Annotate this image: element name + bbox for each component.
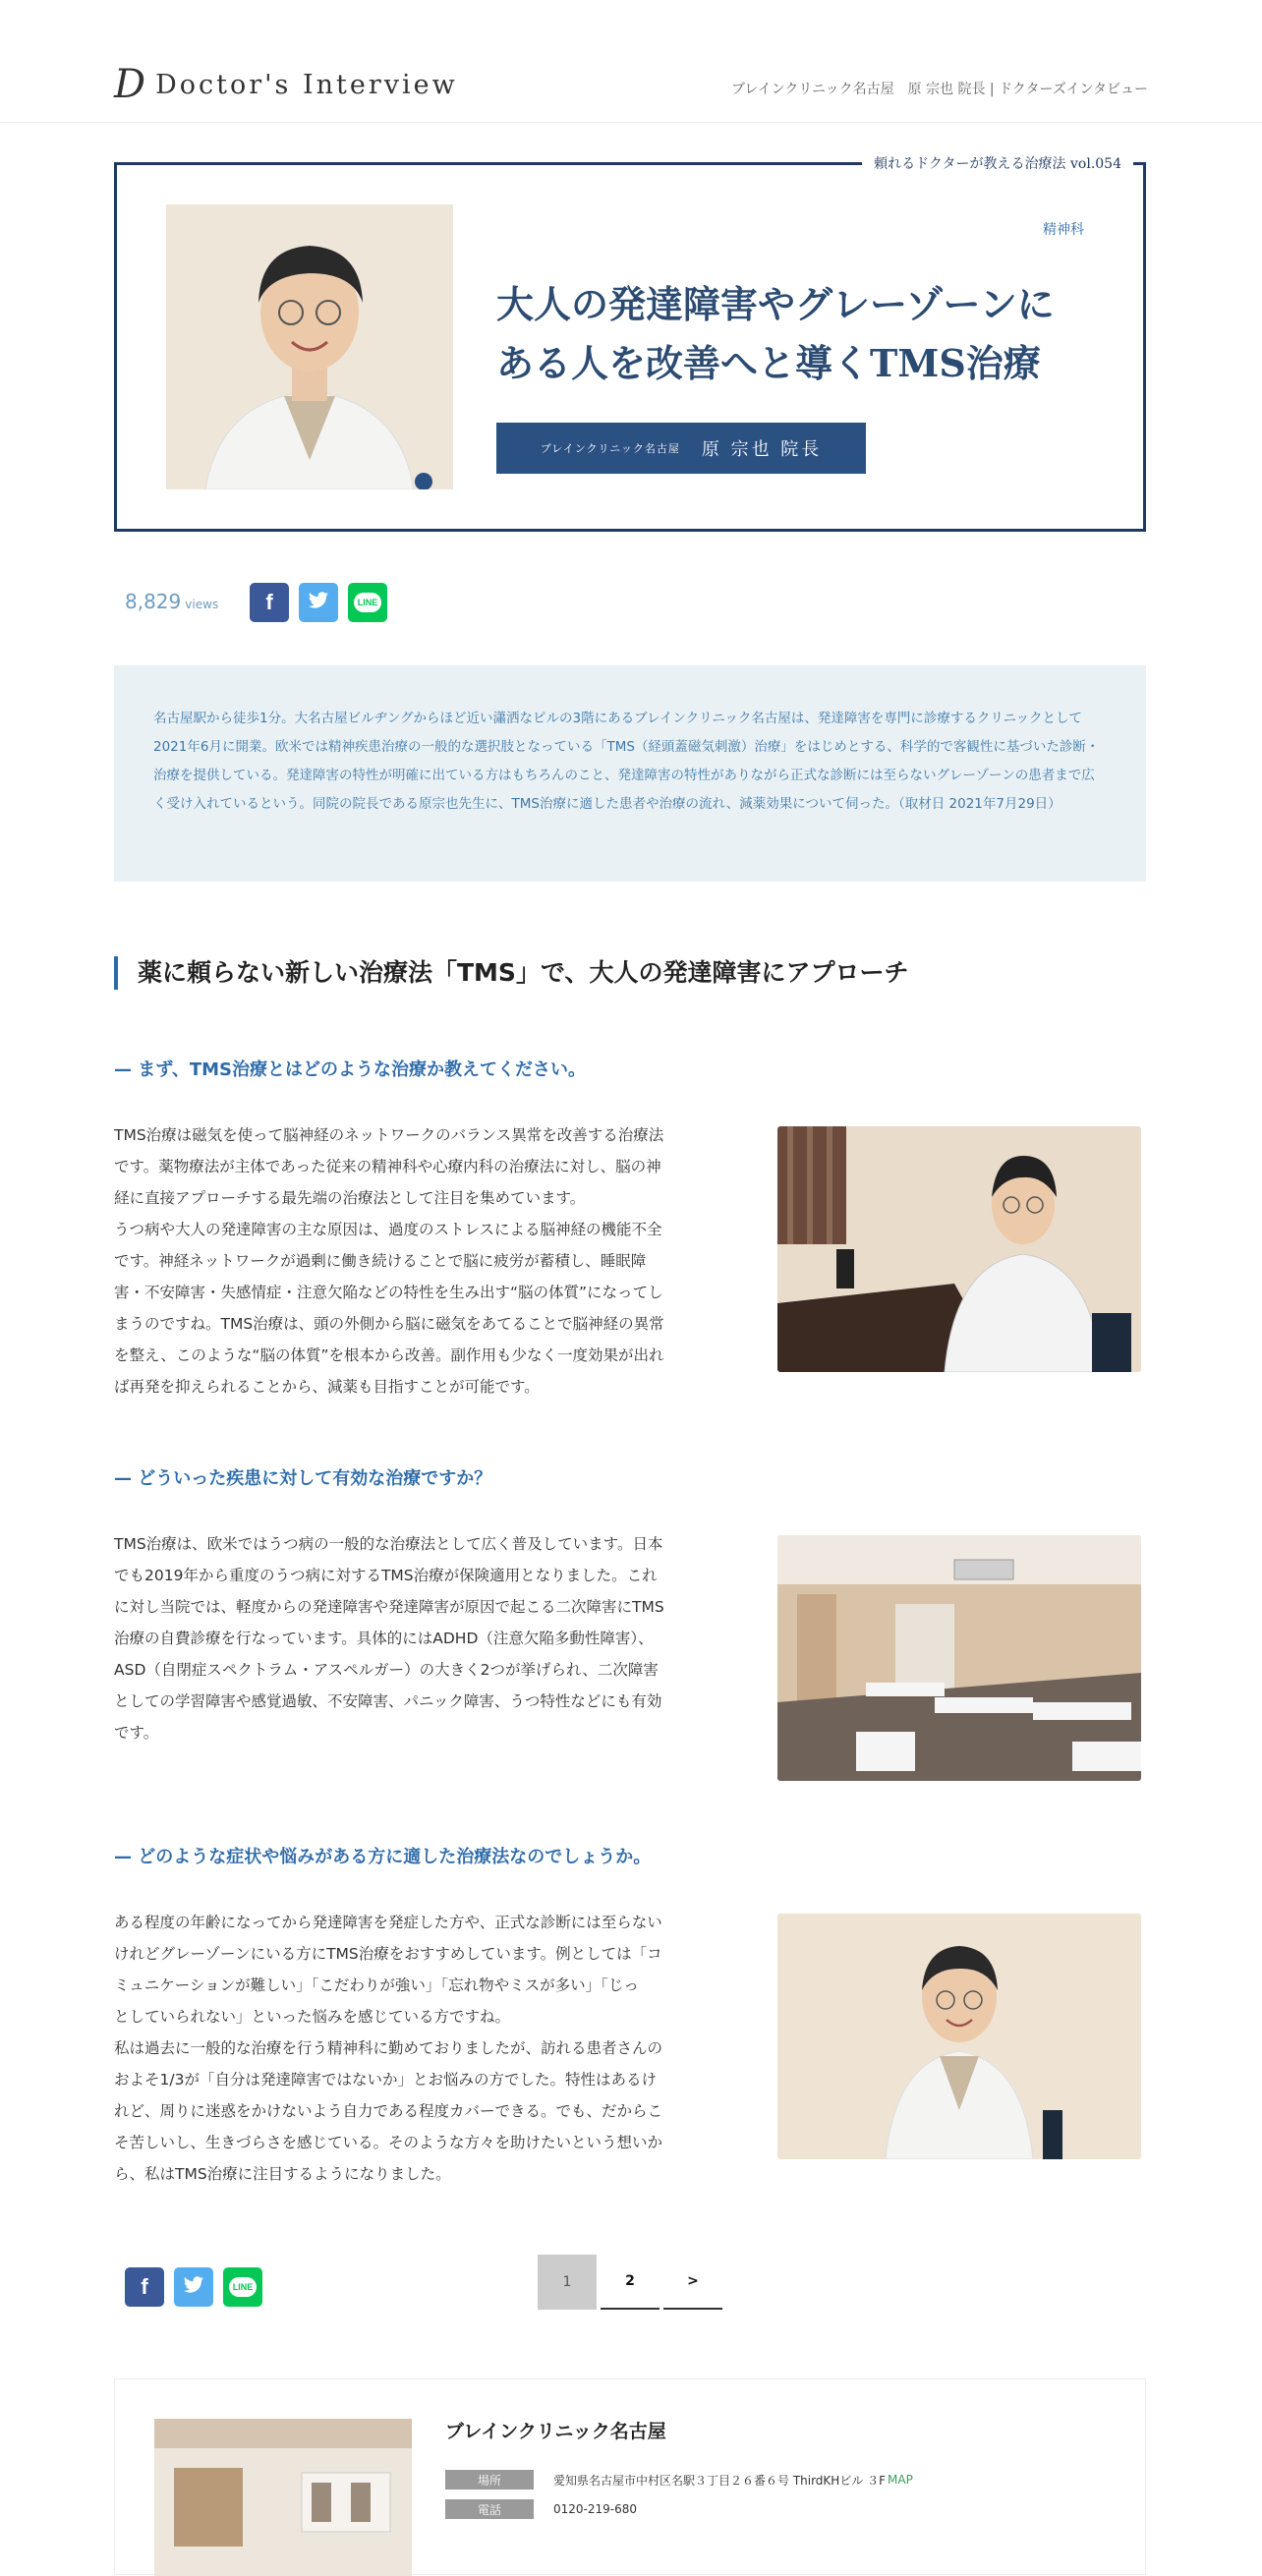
answer-line: そ苦しいし、生きづらさを感じている。そのような方々を助けたいという想いか <box>114 2134 663 2151</box>
line-share-button[interactable] <box>223 2267 262 2307</box>
answer-line: ASD（自閉症スペクトラム・アスペルガー）の大きく2つが挙げられ、二次障害 <box>114 1661 659 1679</box>
section-heading: 薬に頼らない新しい治療法「TMS」で、大人の発達障害にアプローチ <box>114 956 908 990</box>
answer-line: としていられない」といった悩みを感じている方ですね。 <box>114 2008 511 2026</box>
clinic-name: ブレインクリニック名古屋 <box>445 2421 666 2442</box>
logo-text: Doctor's Interview <box>155 69 458 100</box>
doctor-name-plate <box>496 423 866 474</box>
article-lead: 名古屋駅から徒歩1分。大名古屋ビルヂングからほど近い瀟洒なビルの3階にあるブレインクリニック名古屋は、発達障害を専門に診療するクリニックとして2021年6月に開業。欧米では精神疾患治療の一般的な選択肢となっている「TMS（経頭蓋磁気刺激）治療」をはじめとする、科学的で客観性に基づいた診断・治療を提供している。発達障害の特性が明確に出ている方はもちろんのこと、発達障害の特性がありながら正式な診断には至らないグレーゾーンの患者まで広く受け入れているという。同院の院長である原宗也先生に、TMS治療に適した患者や治療の流れ、減薬効果について伺った。（取材日 2021年7月29日） <box>114 665 1146 882</box>
article-title <box>496 275 1106 393</box>
answer-line: です。 <box>114 1724 159 1742</box>
answer-line: 経に直接アプローチする最先端の治療法として注目を集めています。 <box>114 1189 586 1207</box>
share-buttons-bottom <box>125 2267 262 2307</box>
doctor-portrait-photo <box>166 204 453 489</box>
answer-line: を整え、このような“脳の体質”を根本から改善。副作用も少なく一度効果が出れ <box>114 1346 664 1364</box>
answer-line: でも2019年から重度のうつ病に対するTMS治療が保険適用となりました。これ <box>114 1567 658 1584</box>
answer-line: TMS治療は磁気を使って脳神経のネットワークのバランス異常を改善する治療法 <box>114 1126 664 1144</box>
twitter-icon <box>308 592 329 614</box>
logo-mark-icon: D <box>114 62 146 107</box>
answer-line: としての学習障害や感覚過敏、不安障害、パニック障害、うつ特性などにも有効 <box>114 1692 662 1710</box>
doctor-name: 原 宗也 院長 <box>701 439 823 460</box>
answer-3 <box>114 1907 686 2190</box>
view-counter <box>125 590 218 613</box>
answer-line: けれどグレーゾーンにいる方にTMS治療をおすすめしています。例としては「コ <box>114 1945 662 1963</box>
site-logo[interactable] <box>114 63 458 106</box>
site-header <box>0 0 1262 123</box>
clinic-address: 愛知県名古屋市中村区名駅３丁目２６番６号 ThirdKHビル ３F <box>553 2473 887 2488</box>
doctor-smiling-photo <box>777 1914 1141 2159</box>
line-share-button[interactable] <box>348 583 387 622</box>
category-label: 精神科 <box>1043 222 1084 238</box>
title-line-2: ある人を改善へと導くTMS治療 <box>496 341 1041 385</box>
clinic-phone-row <box>445 2499 637 2519</box>
facebook-share-button[interactable] <box>125 2267 164 2307</box>
clinic-info-box <box>114 2378 1146 2575</box>
title-line-1: 大人の発達障害やグレーゾーンに <box>496 282 1055 326</box>
answer-line: 私は過去に一般的な治療を行う精神科に勤めておりましたが、訪れる患者さんの <box>114 2039 663 2057</box>
facebook-icon: f <box>265 590 273 614</box>
answer-1 <box>114 1119 686 1402</box>
answer-line: ある程度の年齢になってから発達障害を発症した方や、正式な診断には至らない <box>114 1914 662 1931</box>
page-2-link[interactable]: 2 <box>601 2255 660 2310</box>
answer-line: です。薬物療法が主体であった従来の精神科や心療内科の治療法に対し、脳の神 <box>114 1158 661 1175</box>
answer-line: ら、私はTMS治療に注目するようになりました。 <box>114 2165 451 2183</box>
answer-line: 害・不安障害・失感情症・注意欠陥などの特性を生み出す“脳の体質”になってし <box>114 1284 663 1301</box>
clinic-reception-photo <box>154 2419 412 2576</box>
answer-line: ば再発を抑えられることから、減薬も目指すことが可能です。 <box>114 1378 540 1396</box>
series-label: 頼れるドクターが教える治療法 vol.054 <box>862 152 1133 176</box>
answer-line: TMS治療は、欧米ではうつ病の一般的な治療法として広く普及しています。日本 <box>114 1535 663 1553</box>
question-3: — どのような症状や悩みがある方に適した治療法なのでしょうか。 <box>114 1847 652 1867</box>
question-1: — まず、TMS治療とはどのような治療か教えてください。 <box>114 1059 586 1080</box>
doctor-at-desk-photo <box>777 1126 1141 1372</box>
line-icon: LINE <box>354 593 382 612</box>
answer-line: れど、周りに迷惑をかけないよう自力である程度カバーできる。でも、だからこ <box>114 2102 663 2120</box>
answer-line: に対し当院では、軽度からの発達障害や発達障害が原因で起こる二次障害にTMS <box>114 1598 664 1616</box>
doctor-clinic-name: ブレインクリニック名古屋 <box>540 442 680 455</box>
header-breadcrumb: ブレインクリニック名古屋 原 宗也 院長 | ドクターズインタビュー <box>730 82 1148 97</box>
pagination <box>538 2255 722 2310</box>
phone-label: 電話 <box>445 2499 534 2519</box>
twitter-share-button[interactable] <box>174 2267 213 2307</box>
address-label: 場所 <box>445 2470 534 2490</box>
answer-line: まうのですね。TMS治療は、頭の外側から脳に磁気をあてることで脳神経の異常 <box>114 1315 664 1333</box>
view-count: 8,829 <box>125 590 182 613</box>
waiting-room-photo <box>777 1535 1141 1781</box>
twitter-share-button[interactable] <box>299 583 338 622</box>
next-page-arrow[interactable]: > <box>663 2255 722 2310</box>
facebook-share-button[interactable] <box>250 583 289 622</box>
clinic-address-row <box>445 2470 913 2490</box>
question-2: — どういった疾患に対して有効な治療ですか？ <box>114 1468 492 1489</box>
hero-box <box>114 156 1146 532</box>
answer-line: ミュニケーションが難しい」「こだわりが強い」「忘れ物やミスが多い」「じっ <box>114 1976 639 1994</box>
share-buttons-top <box>250 583 387 622</box>
clinic-phone[interactable]: 0120-219-680 <box>553 2502 638 2516</box>
map-link[interactable]: MAP <box>888 2473 913 2487</box>
page-1-current: 1 <box>538 2255 597 2310</box>
answer-line: うつ病や大人の発達障害の主な原因は、過度のストレスによる脳神経の機能不全 <box>114 1221 662 1238</box>
facebook-icon: f <box>141 2274 148 2299</box>
line-icon: LINE <box>229 2277 258 2297</box>
answer-line: 治療の自費診療を行なっています。具体的にはADHD（注意欠陥多動性障害）、 <box>114 1630 654 1647</box>
answer-line: およそ1/3が「自分は発達障害ではないか」とお悩みの方でした。特性はあるけ <box>114 2071 657 2089</box>
answer-2 <box>114 1528 686 1748</box>
view-unit: views <box>185 598 219 611</box>
answer-line: です。神経ネットワークが過剰に働き続けることで脳に疲労が蓄積し、睡眠障 <box>114 1252 647 1270</box>
twitter-icon <box>183 2276 204 2299</box>
